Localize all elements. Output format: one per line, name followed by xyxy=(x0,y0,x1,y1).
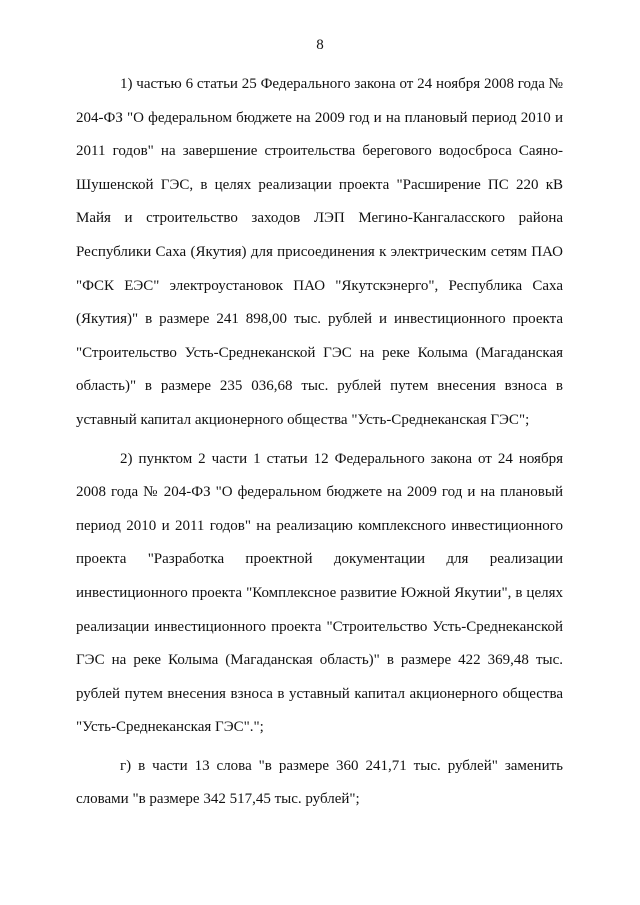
page-number: 8 xyxy=(316,37,324,53)
paragraph-item-1: 1) частью 6 статьи 25 Федерального закона от 24 ноября 2008 года № 204-ФЗ "О федеральном бюджете на 2009 год и на плановый период 2010 и 2011 годов" на завершение строительства берегового водосброса Саяно-Шушенской ГЭС, в целях реализации проекта "Расширение ПС 220 кВ Майя и строительство заходов ЛЭП Мегино-Кангаласского района Республики Саха (Якутия) для присоединения к электрическим сетям ПАО "ФСК ЕЭС" электроустановок ПАО "Якутскэнерго", Республика Саха (Якутия)" в размере 241 898,00 тыс. рублей и инвестиционного проекта "Строительство Усть-Среднеканской ГЭС на реке Колыма (Магаданская область)" в размере 235 036,68 тыс. рублей путем внесения взноса в уставный капитал акционерного общества "Усть-Среднеканская ГЭС"; xyxy=(76,76,563,428)
document-body xyxy=(76,68,563,820)
paragraph-item-g: г) в части 13 слова "в размере 360 241,71 тыс. рублей" заменить словами "в размере 342 517,45 тыс. рублей"; xyxy=(76,757,563,808)
paragraph-item-2: 2) пунктом 2 части 1 статьи 12 Федерального закона от 24 ноября 2008 года № 204-ФЗ "О федеральном бюджете на 2009 год и на плановый период 2010 и 2011 годов" на реализацию комплексного инвестиционного проекта "Разработка проектной документации для реализации инвестиционного проекта "Комплексное развитие Южной Якутии", в целях реализации инвестиционного проекта "Строительство Усть-Среднеканской ГЭС на реке Колыма (Магаданская область)" в размере 422 369,48 тыс. рублей путем внесения взноса в уставный капитал акционерного общества "Усть-Среднеканская ГЭС"."; xyxy=(76,450,563,736)
